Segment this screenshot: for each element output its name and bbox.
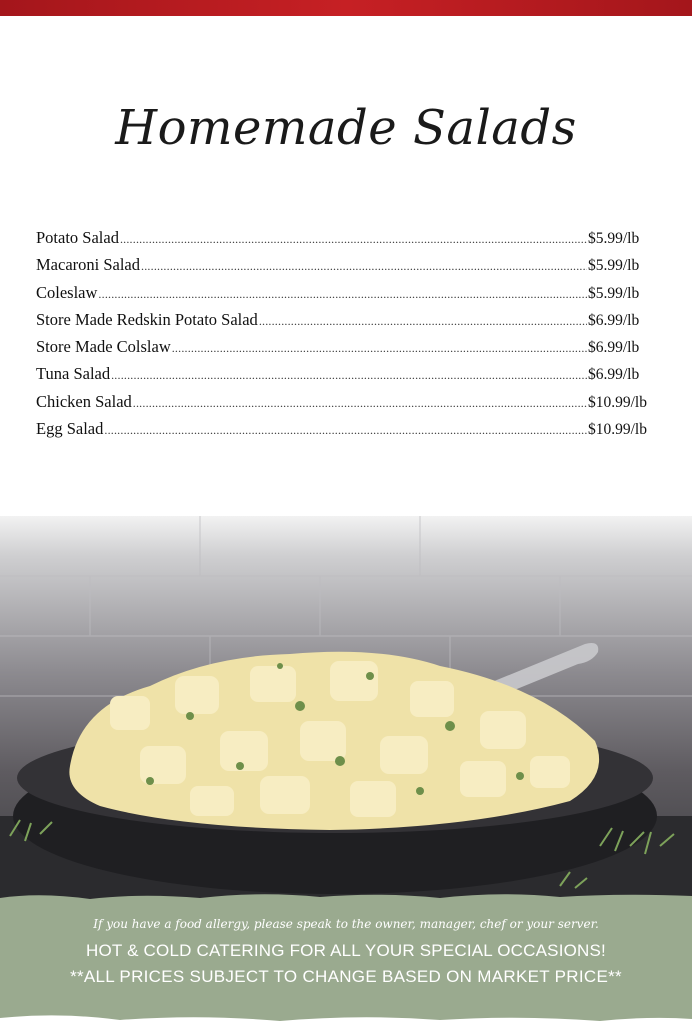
menu-item xyxy=(36,310,656,337)
menu-item xyxy=(36,392,656,419)
dot-leader xyxy=(104,423,587,438)
dot-leader xyxy=(141,259,587,274)
menu-item xyxy=(36,283,656,310)
menu-item-name: Potato Salad xyxy=(36,228,119,247)
menu-item-price: $6.99/lb xyxy=(588,311,640,329)
menu-item-price: $10.99/lb xyxy=(588,421,647,439)
footer-band xyxy=(0,890,692,1024)
menu-item-name: Store Made Redskin Potato Salad xyxy=(36,309,258,329)
menu-item-name: Tuna Salad xyxy=(36,364,111,384)
menu-list xyxy=(36,228,656,446)
top-accent-bar xyxy=(0,0,692,16)
menu-item-price: $5.99/lb xyxy=(588,284,640,302)
menu-item xyxy=(36,255,656,282)
menu-item-name: Macaroni Salad xyxy=(36,255,141,275)
dot-leader xyxy=(111,368,587,383)
dot-leader xyxy=(98,287,587,302)
dot-leader xyxy=(259,314,587,329)
dot-leader xyxy=(172,341,587,356)
potato-salad-photo xyxy=(0,516,692,910)
menu-item-name: Store Made Colslaw xyxy=(36,337,171,357)
price-change-note: **ALL PRICES SUBJECT TO CHANGE BASED ON MARKET PRICE** xyxy=(70,967,622,986)
menu-item xyxy=(36,337,656,364)
menu-item xyxy=(36,419,656,446)
menu-item-name: Egg Salad xyxy=(36,419,104,439)
catering-banner: HOT & COLD CATERING FOR ALL YOUR SPECIAL OCCASIONS! xyxy=(85,941,606,960)
page-title: Homemade Salads xyxy=(115,100,577,156)
menu-item-price: $10.99/lb xyxy=(588,393,647,411)
menu-item-name: Coleslaw xyxy=(36,282,98,302)
dot-leader xyxy=(133,396,587,411)
menu-item xyxy=(36,364,656,391)
allergy-notice: If you have a food allergy, please speak to the owner, manager, chef or your server. xyxy=(93,917,599,931)
menu-item xyxy=(36,228,656,255)
menu-item-price: $6.99/lb xyxy=(588,366,640,384)
menu-item-price: $5.99/lb xyxy=(588,230,640,247)
menu-item-price: $5.99/lb xyxy=(588,257,640,275)
menu-item-price: $6.99/lb xyxy=(588,339,640,357)
dot-leader xyxy=(120,232,587,247)
potato-salad-illustration xyxy=(0,516,692,910)
menu-item-name: Chicken Salad xyxy=(36,391,132,411)
